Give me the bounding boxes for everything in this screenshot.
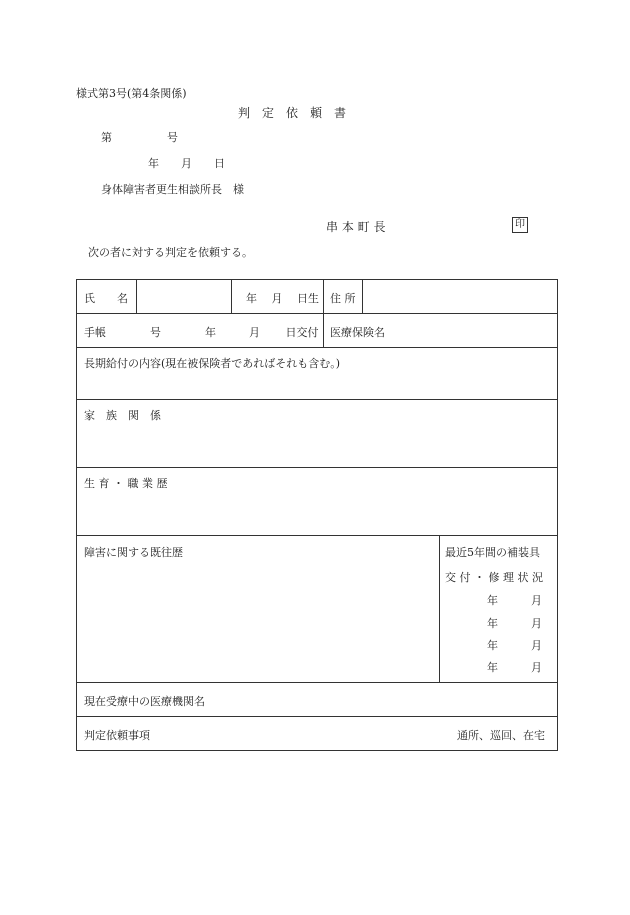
- address-label-cell: [324, 280, 363, 314]
- request-row: [77, 717, 558, 751]
- intro-text: 次の者に対する判定を依頼する。: [88, 246, 253, 259]
- sender: 串 本 町 長: [326, 220, 386, 234]
- equipment-row: 年 月: [487, 617, 542, 630]
- name-field[interactable]: [137, 280, 232, 314]
- hospital-row: [77, 683, 558, 717]
- equipment-row: 年 月: [487, 594, 542, 607]
- equipment-title-line1: 最近5年間の補装具: [445, 546, 540, 559]
- benefit-field[interactable]: [77, 348, 558, 400]
- document-number: 第 号: [101, 131, 178, 144]
- name-row: [77, 280, 558, 314]
- career-label: 生 育 ・ 職 業 歴: [84, 477, 168, 490]
- request-label: 判定依頼事項: [84, 729, 150, 742]
- address-field[interactable]: [363, 280, 558, 314]
- benefit-label: 長期給付の内容(現在被保険者であればそれも含む。): [84, 357, 341, 370]
- name-label-cell: [77, 280, 137, 314]
- equipment-row: 年 月: [487, 639, 542, 652]
- history-row: [77, 536, 558, 683]
- birthdate-label: 年 月 日生: [246, 292, 319, 305]
- birthdate-field[interactable]: [232, 280, 324, 314]
- request-form-table: [76, 279, 558, 751]
- request-options: 通所、巡回、在宅: [457, 729, 545, 742]
- equipment-row: 年 月: [487, 661, 542, 674]
- benefit-row: [77, 348, 558, 400]
- equipment-field[interactable]: [440, 536, 558, 683]
- addressee: 身体障害者更生相談所長 様: [101, 183, 244, 196]
- insurance-field[interactable]: [324, 314, 558, 348]
- request-field[interactable]: [77, 717, 558, 751]
- career-field[interactable]: [77, 468, 558, 536]
- address-label: 住 所: [330, 292, 356, 305]
- insurance-label: 医療保険名: [330, 326, 385, 339]
- handbook-field[interactable]: [77, 314, 324, 348]
- history-label: 障害に関する既往歴: [84, 546, 183, 559]
- name-label: 氏 名: [84, 292, 128, 305]
- hospital-label: 現在受療中の医療機関名: [84, 695, 205, 708]
- document-title: 判 定 依 頼 書: [238, 106, 347, 120]
- seal-stamp: 印: [512, 217, 528, 233]
- handbook-label: 手帳 号 年 月 日交付: [84, 326, 319, 339]
- family-field[interactable]: [77, 400, 558, 468]
- hospital-field[interactable]: [77, 683, 558, 717]
- family-label: 家 族 関 係: [84, 409, 161, 422]
- document-date: 年 月 日: [148, 157, 225, 170]
- form-number: 様式第3号(第4条関係): [76, 87, 187, 100]
- family-row: [77, 400, 558, 468]
- history-field[interactable]: [77, 536, 440, 683]
- career-row: [77, 468, 558, 536]
- equipment-title-line2: 交 付 ・ 修 理 状 況: [445, 571, 543, 584]
- handbook-row: [77, 314, 558, 348]
